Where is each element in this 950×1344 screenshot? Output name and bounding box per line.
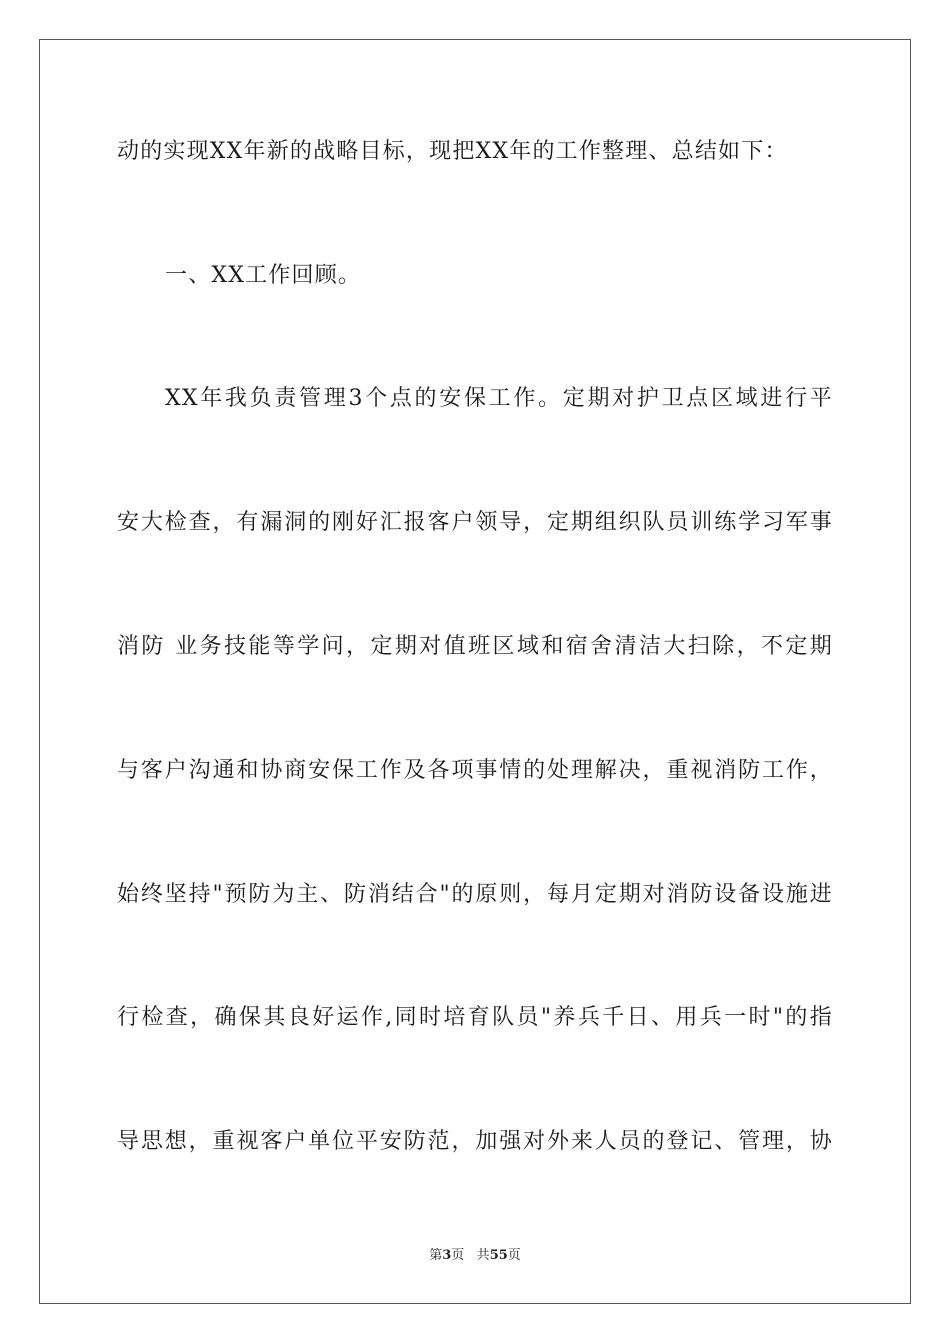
text-line-9: 导思想，重视客户单位平安防范，加强对外来人员的登记、管理，协 xyxy=(117,1129,833,1154)
section-heading: 一、XX工作回顾。 xyxy=(165,263,362,288)
text-line-5: 消防 业务技能等学问，定期对值班区域和宿舍清洁大扫除，不定期 xyxy=(117,634,833,659)
text-line-8: 行检查，确保其良好运作,同时培育队员"养兵千日、用兵一时"的指 xyxy=(117,1005,833,1030)
page-footer xyxy=(0,1248,950,1264)
footer-total-prefix: 共 xyxy=(476,1248,490,1263)
footer-page-suffix: 页 xyxy=(451,1248,465,1263)
text-line-3: XX年我负责管理3个点的安保工作。定期对护卫点区域进行平 xyxy=(165,386,833,411)
text-line-4: 安大检查，有漏洞的刚好汇报客户领导，定期组织队员训练学习军事 xyxy=(117,510,833,535)
footer-total-suffix: 页 xyxy=(507,1248,521,1263)
footer-total-pages: 55 xyxy=(489,1248,508,1263)
text-line-1: 动的实现XX年新的战略目标，现把XX年的工作整理、总结如下： xyxy=(117,139,788,164)
footer-page-number: 3 xyxy=(442,1248,452,1263)
text-line-7: 始终坚持"预防为主、防消结合"的原则，每月定期对消防设备设施进 xyxy=(117,882,833,907)
footer-page-prefix: 第 xyxy=(429,1248,443,1263)
page-frame xyxy=(39,39,911,1304)
text-line-6: 与客户沟通和协商安保工作及各项事情的处理解决，重视消防工作， xyxy=(117,758,833,783)
